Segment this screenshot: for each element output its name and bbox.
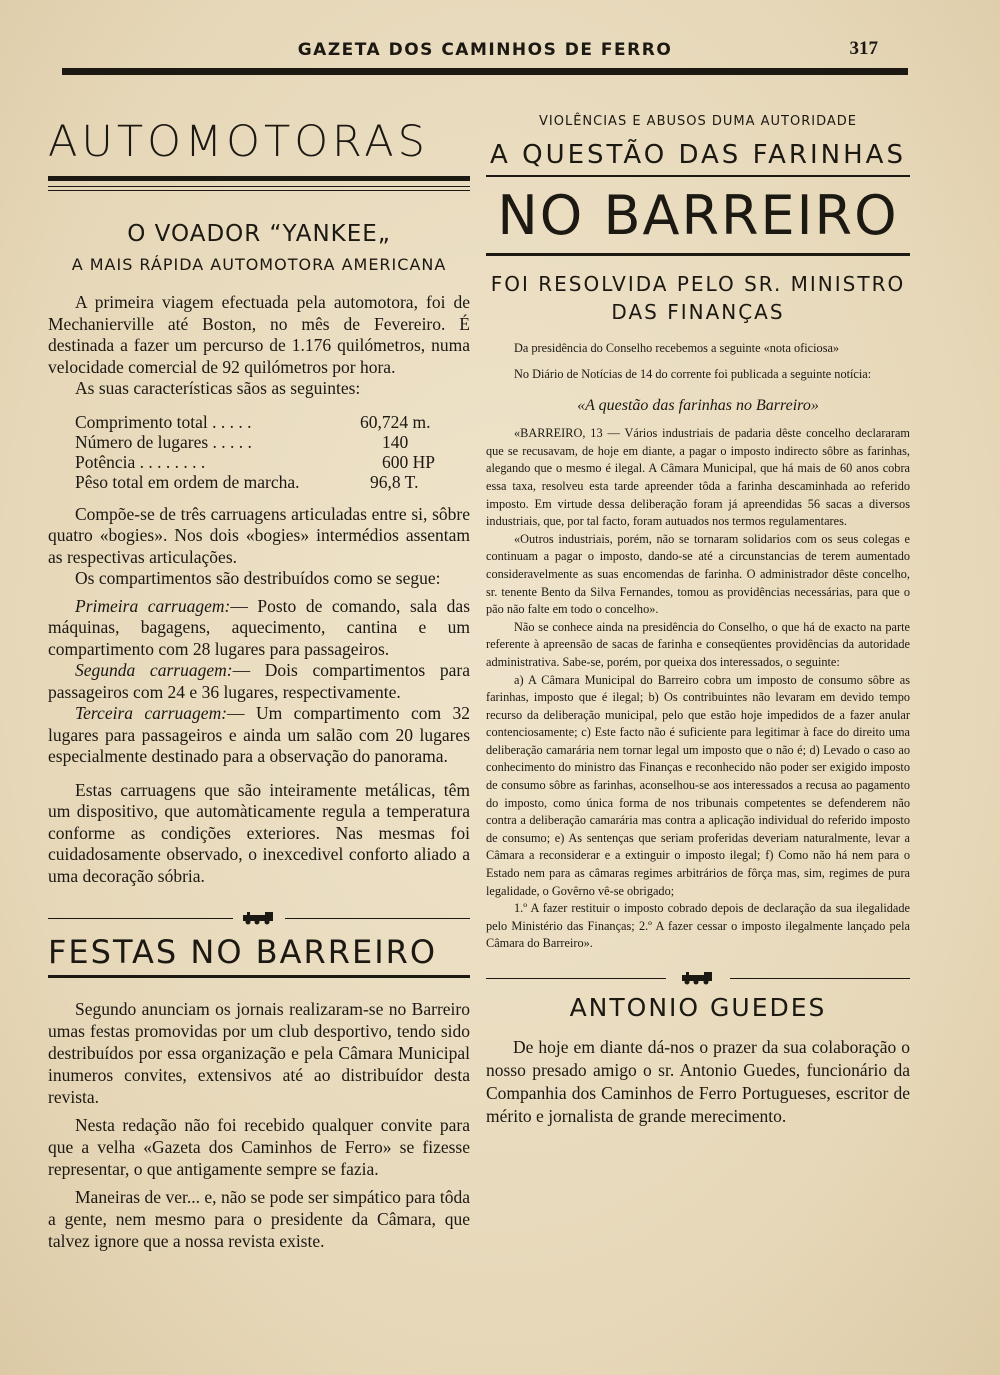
carriage-paragraph xyxy=(48,660,470,703)
paragraph: Não se conhece ainda na presidência do Conselho, o que há de exacto na parte referente à apreensão de sacas de farinha e conseqüentes providências da autoridade administrativa. Sabe-se, porém, por queixa dos interessados, o seguinte: xyxy=(486,619,910,669)
paragraph: Da presidência do Conselho recebemos a seguinte «nota oficiosa» xyxy=(514,341,840,355)
page-number: 317 xyxy=(849,38,878,59)
kicker: VIOLÊNCIAS E ABUSOS DUMA AUTORIDADE xyxy=(539,114,857,129)
title-thin-rule xyxy=(48,190,470,191)
carriage-label: Segunda carruagem: xyxy=(75,660,233,680)
spec-label: Pêso total em ordem de marcha. xyxy=(75,471,300,492)
paragraph: No Diário de Notícias de 14 do corrente foi publicada a seguinte notícia: xyxy=(514,366,872,381)
carriage-text: — Um compartimento com 32 lugares para passageiros e ainda um salão com 20 lugares especialmente destinado para a observação do panorama. xyxy=(48,703,470,766)
headline-line1: A QUESTÃO DAS FARINHAS xyxy=(490,140,906,170)
carriage-paragraph xyxy=(48,596,470,661)
publication-title: GAZETA DOS CAMINHOS DE FERRO xyxy=(297,40,673,60)
paragraph: A primeira viagem efectuada pela automotora, foi de Mechanierville até Boston, no mês de Fevereiro. É destinada a fazer um percurso de 1.176 quilómetros, numa velocidade comercial de 92 quilómetros por hora. xyxy=(48,292,470,377)
paragraph: Nesta redação não foi recebido qualquer convite para que a velha «Gazeta dos Caminhos de Ferro» se fizesse representar, o que antigamente sempre se fazia. xyxy=(48,1115,470,1179)
spec-row xyxy=(75,432,470,452)
right-column xyxy=(486,112,910,1128)
spec-row xyxy=(75,452,470,472)
automotoras-title: AUTOMOTORAS xyxy=(48,117,429,167)
left-column xyxy=(48,112,470,1252)
carriage-text: — Posto de comando, sala das máquinas, bagagens, aquecimento, cantina e um compartimento com 28 lugares para passageiros. xyxy=(48,595,471,659)
carriage-text: — Dois compartimentos para passageiros com 24 e 36 lugares, respectivamente. xyxy=(48,660,470,702)
spec-value: 140 xyxy=(382,431,409,452)
running-head xyxy=(62,38,908,64)
spec-value: 60,724 m. xyxy=(360,411,431,432)
headline-rule xyxy=(486,175,910,177)
paragraph: «Outros industriais, porém, não se tornaram solidarios com os seus colegas e continuam a pagar o imposto, dando-se até a circunstancias de terem aumentado consideravelmente as suas encomendas de farinha. O administrador dêste concelho, sr. tenente Bento da Silva Fernandes, tomou as providências necessárias, para que o pão não falte em todo o concelho». xyxy=(486,531,910,617)
paragraph: Compõe-se de três carruagens articuladas entre si, sôbre quatro «bogies». Nos dois «bogies» intermédios assentam as respectivas articulações. xyxy=(48,503,470,567)
paragraph: 1.º A fazer restituir o imposto cobrado depois de declaração da sua ilegalidade pelo Ministério das Finanças; 2.º A fazer cessar o imposto ilegalmente lançado pela Câmara do Barreiro». xyxy=(486,901,910,951)
quote-title: «A questão das farinhas no Barreiro» xyxy=(577,397,819,415)
carriage-label: Terceira carruagem: xyxy=(75,703,228,723)
paragraph: As suas características sãos as seguintes: xyxy=(75,378,361,398)
paragraph: Segundo anunciam os jornais realizaram-se no Barreiro umas festas promovidas por um club desportivo, tendo sido destribuídos por essa organização e pela Câmara Municipal inumeros convites, extensivos até ao distribuídor desta revista. xyxy=(48,999,470,1107)
title-double-rule xyxy=(48,176,470,187)
spec-value: 600 HP xyxy=(382,451,435,472)
article-subtitle: O VOADOR “YANKEE„ xyxy=(127,221,391,247)
ornament-line-left xyxy=(48,918,233,919)
antonio-title: ANTONIO GUEDES xyxy=(569,993,827,1022)
spec-label: Potência . . . . . . . . xyxy=(75,451,206,472)
carriage-label: Primeira carruagem: xyxy=(75,595,231,616)
specs-table xyxy=(75,412,470,492)
headline-line2: NO BARREIRO xyxy=(497,184,899,247)
paragraph: a) A Câmara Municipal do Barreiro cobra um imposto de consumo sôbre as farinhas, imposto que é ilegal; b) Os contribuintes não levaram em devido tempo recurso da deliberação municipal, pelo que estão hoje impedidos de a fazer anular contenciosamente; c) Este facto não é suficiente para legitimar à face do direito uma deliberação camarária nem tornar legal um imposto que o não é; d) Levado o caso ao conhecimento do ministro das Finanças e reconhecido não poder ser exigido imposto de consumo sôbre as farinhas, aconselhou-se aos interessados a recusa ao pagamento do imposto, como única forma de nos tribunais competentes se defenderem não contra a deliberação camarária mas contra a aplicação individual do referido imposto de consumo; e) As sentenças que seriam proferidas deveriam naturalmente, levar a Câmara a reconsiderar e a extinguir o imposto ilegal; f) Como não há nem para o Estado nem para as câmaras regimes arbitrários de fôrça mas, sim, regimes de pura legalidade, o Govêrno vê-se obrigado; xyxy=(486,672,910,898)
header-rule xyxy=(62,68,908,75)
festas-rule xyxy=(48,975,470,978)
ornament-line-right xyxy=(285,918,470,919)
paragraph: Estas carruagens que são inteiramente metálicas, têm um dispositivo, que automàticamente regula a temperatura conforme as condições exteriores. Nas mesmas foi cuidadosamente observado, o inexcedivel conforto aliado a uma decoração sóbria. xyxy=(48,779,470,886)
headline-rule-2 xyxy=(486,253,910,256)
ornament-line-left xyxy=(486,978,666,979)
spec-label: Número de lugares . . . . . xyxy=(75,431,252,452)
locomotive-icon xyxy=(239,911,279,925)
locomotive-ornament xyxy=(486,971,910,985)
carriage-paragraph xyxy=(48,703,470,768)
locomotive-ornament xyxy=(48,911,470,925)
spec-row xyxy=(75,472,470,492)
headline-sub: FOI RESOLVIDA PELO SR. MINISTRO DAS FINANÇAS xyxy=(490,272,906,324)
paragraph: Maneiras de ver... e, não se pode ser simpático para tôda a gente, nem mesmo para o presidente da Câmara, que talvez ignore que a nossa revista existe. xyxy=(48,1187,470,1251)
spec-value: 96,8 T. xyxy=(370,471,419,492)
spec-row xyxy=(75,412,470,432)
locomotive-icon xyxy=(678,971,718,985)
paragraph: Os compartimentos são destribuídos como se segue: xyxy=(75,568,441,588)
paragraph: «BARREIRO, 13 — Vários industriais de padaria dêste concelho declararam que se recusavam, de hoje em diante, a pagar o imposto indirecto sôbre as farinhas, alegando que o mesmo é ilegal. A Câmara Municipal, que há mais de 60 anos cobra essa taxa, resolveu esta tarde apreender tôda a farinha descaminhada ao referido imposto. Em virtude dessa deliberação foram já apreendidas 56 sacas a diversos industriais, que, por tal facto, foram autuados nos termos regulamentares. xyxy=(486,426,910,529)
festas-title: FESTAS NO BARREIRO xyxy=(48,933,438,971)
ornament-line-right xyxy=(730,978,910,979)
article-subsubtitle: A MAIS RÁPIDA AUTOMOTORA AMERICANA xyxy=(71,255,447,274)
paragraph: De hoje em diante dá-nos o prazer da sua colaboração o nosso presado amigo o sr. Antonio Guedes, funcionário da Companhia dos Caminhos de Ferro Portugueses, escritor de mérito e jornalista de grande merecimento. xyxy=(486,1037,910,1126)
spec-label: Comprimento total . . . . . xyxy=(75,411,252,432)
